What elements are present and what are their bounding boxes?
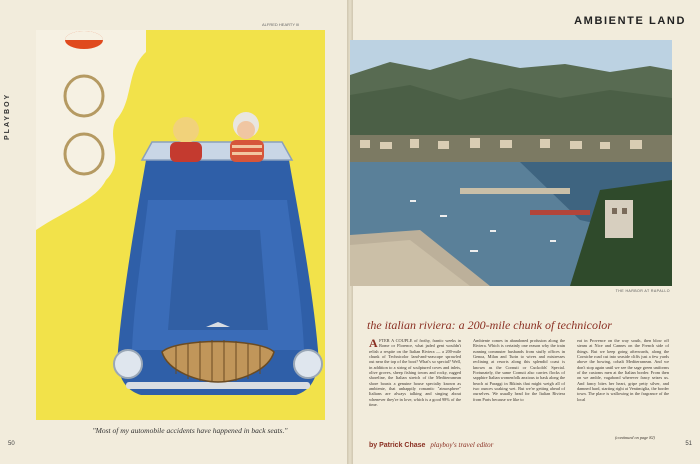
photo-caption: THE HARBOR AT RAPALLO [615, 289, 670, 293]
art-credit: ALFRED HEARTY III [262, 22, 300, 27]
right-page [353, 0, 700, 464]
signal-lights [65, 31, 103, 174]
page-number-left: 50 [8, 441, 15, 447]
byline-author: by Patrick Chase [369, 442, 426, 449]
side-magazine-name: PLAYBOY [4, 92, 11, 140]
left-page [0, 0, 347, 464]
section-title: AMBIENTE LAND [574, 15, 686, 27]
continued-note: (continued on page 82) [615, 435, 655, 440]
article-headline: the italian riviera: a 200-mile chunk of technicolor [367, 318, 612, 332]
cartoon-caption: "Most of my automobile accidents have happened in back seats." [92, 426, 288, 435]
byline-role: playboy's travel editor [430, 441, 494, 449]
car-illustration [36, 30, 325, 420]
article-column-3: eat in Provence on the way south, then blow off steam at Nice and Cannes on the French side of things. But we keep going afterwards, along the Corniche road cut into seaside cliffs just a few yards above the bowing, cobalt Mediterranean. And we don't stop again until we see the sage green uniforms of the customs men at the Italian border. From then on we amble, vagabond wherever fancy seizes us. And fancy bites her heart, gripe petty silver, and damned hard, starting right at Ventimiglia, the border town. The place is wallowing in the fragrance of the local [577, 338, 669, 402]
article-column-2: Ambiente comes in abandoned profusion along the Riviera. Which is certainly one reason why the train running commuter husbands from stuffy offices in Genoa, Milan and Turin to wives and mistresses reclining at resorts along this splendid coast is known as the Cornuti or Cuckolds' Special. Fortunately, the same Cornuti also carries flocks of sapphire Italian womenfolk anxious to bask along the beach at Paraggi in Bikinis that might weigh all of two ounces soaking wet. But we're getting ahead of ourselves. We usually head for the Italian Riviera from Paris because we like to [473, 338, 566, 402]
drop-cap: A [369, 336, 378, 350]
byline [369, 441, 493, 449]
column-1-text: FTER A COUPLE of frothy, frantic weeks in Rome or Florence, what jaded gent wouldn't relish a respite on the Italian Riviera — a 200-mile chunk of Technicolor land-and-seascape sprawled out near the top of the boot? What's so special? Well, in addition to a string of sculptured coves and inlets, olive groves, sheep fishing towns and rocky, rugged shoreline, the Italian stretch of the Mediterranean shore boasts a genuine house specialty known as ambiente, that unhappily romantic "atmosphere" Italians are always talking and singing about whenever they're in love, which is a good 98% of the time. [369, 338, 461, 408]
blue-convertible [114, 142, 322, 395]
harbor-photo [350, 40, 672, 286]
page-number-right: 51 [685, 441, 692, 447]
article-column-1 [369, 338, 461, 407]
